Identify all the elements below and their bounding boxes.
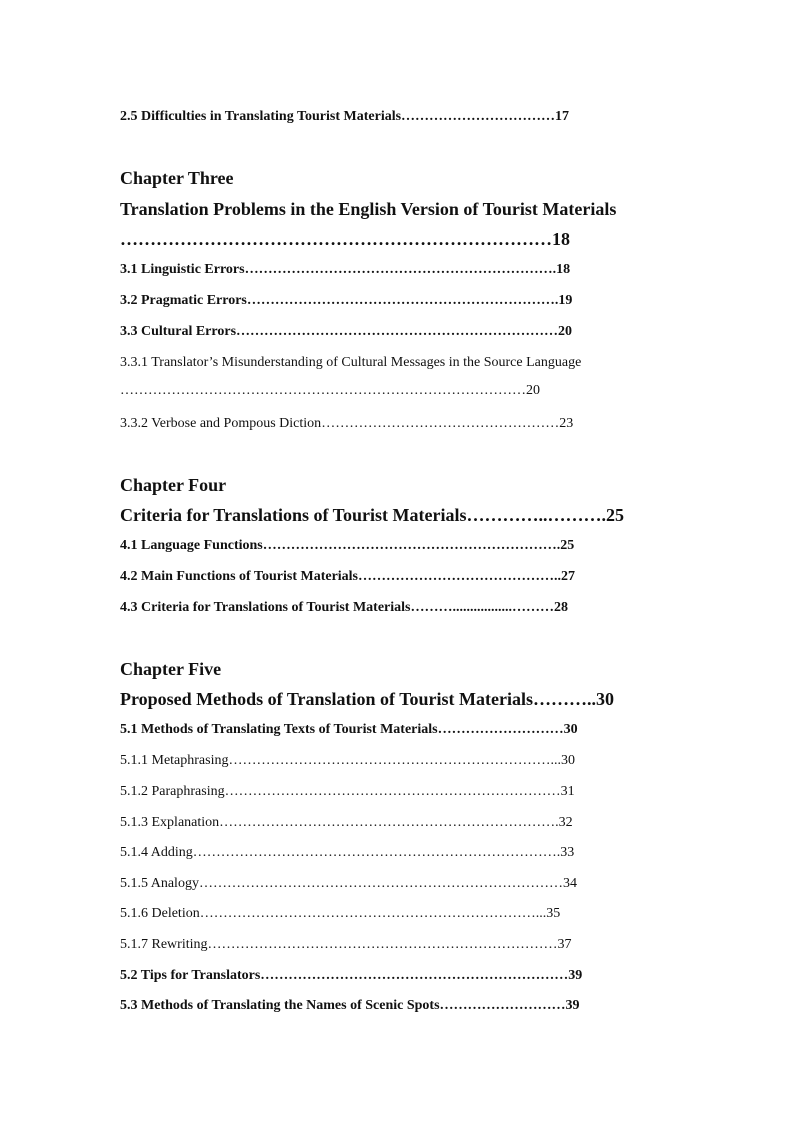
leader-dots: ……………………………………………………………… [224, 784, 561, 799]
toc-entry-3-3[interactable] [120, 324, 572, 340]
leader-dots: …………………………………………… [321, 416, 560, 431]
toc-entry-3-3-1[interactable] [120, 355, 581, 371]
entry-label: 5.1.3 Explanation [120, 815, 220, 830]
leader-dots: …………..………. [466, 505, 606, 525]
entry-label: 3.3.1 Translator’s Misunderstanding of Cultural Messages in the Source Language [120, 355, 582, 370]
leader-dots: ………………………………………………………. [262, 538, 561, 553]
toc-entry-5-1-4[interactable] [120, 845, 574, 861]
toc-entry-3-3-1-page-line[interactable] [120, 383, 540, 399]
page-number: 30 [596, 689, 615, 709]
entry-label: 3.3.2 Verbose and Pompous Diction [120, 416, 322, 431]
leader-dots: ……….................……… [410, 600, 554, 615]
leader-dots: ………………………………………………………… [260, 968, 569, 983]
page-number: 28 [553, 600, 568, 615]
page-number: 23 [559, 416, 574, 431]
entry-label: 5.2 Tips for Translators [120, 968, 261, 983]
chapter-label: Chapter Four [120, 475, 227, 495]
chapter-label: Chapter Five [120, 659, 222, 679]
toc-entry-2-5[interactable] [120, 109, 569, 125]
toc-entry-5-1-5[interactable] [120, 876, 577, 892]
chapter-three-title[interactable] [120, 199, 616, 220]
page-number: 25 [560, 538, 575, 553]
entry-label: 2.5 Difficulties in Translating Tourist Materials [120, 109, 402, 124]
toc-entry-5-1-6[interactable] [120, 906, 560, 922]
toc-entry-5-1-1[interactable] [120, 753, 575, 769]
chapter-title: Proposed Methods of Translation of Tourist Materials [120, 689, 534, 709]
toc-entry-4-3[interactable] [120, 600, 568, 616]
leader-dots: ……………………………………………………………………. [192, 845, 561, 860]
entry-label: 4.1 Language Functions [120, 538, 263, 553]
leader-dots: …………………………………………………………… [236, 324, 559, 339]
entry-label: 5.1.5 Analogy [120, 876, 199, 891]
chapter-five-heading [120, 659, 221, 680]
toc-entry-5-1-2[interactable] [120, 784, 575, 800]
chapter-title: Translation Problems in the English Version of Tourist Materials [120, 199, 617, 219]
leader-dots: ……………………… [437, 722, 564, 737]
toc-entry-3-2[interactable] [120, 293, 572, 309]
leader-dots: ……………………… [439, 998, 566, 1013]
toc-entry-4-1[interactable] [120, 538, 574, 554]
page-number: 33 [560, 845, 575, 860]
entry-label: 5.3 Methods of Translating the Names of Scenic Spots [120, 998, 440, 1013]
page-number: 30 [560, 753, 575, 768]
page-number: 32 [558, 815, 573, 830]
page-number: 30 [563, 722, 578, 737]
entry-label: 5.1.1 Metaphrasing [120, 753, 229, 768]
chapter-label: Chapter Three [120, 168, 234, 188]
toc-entry-5-1-7[interactable] [120, 937, 572, 953]
page-number: 37 [557, 937, 572, 952]
entry-label: 5.1.7 Rewriting [120, 937, 208, 952]
toc-entry-5-3[interactable] [120, 998, 580, 1014]
chapter-four-heading [120, 475, 226, 496]
page-number: 39 [565, 998, 580, 1013]
leader-dots: ……………………………………………………………... [228, 753, 561, 768]
entry-label: 5.1.4 Adding [120, 845, 193, 860]
entry-label: 5.1.2 Paraphrasing [120, 784, 225, 799]
entry-label: 5.1 Methods of Translating Texts of Tourist Materials [120, 722, 438, 737]
chapter-five-title[interactable] [120, 689, 614, 710]
page-number: 17 [555, 109, 570, 124]
leader-dots: …………………………………….. [358, 569, 562, 584]
leader-dots: …………………………………………………………………………… [120, 383, 526, 398]
chapter-four-title[interactable] [120, 505, 624, 526]
leader-dots: ……….. [533, 689, 597, 709]
toc-entry-5-1[interactable] [120, 722, 578, 738]
leader-dots: …………………………………………………………. [246, 293, 559, 308]
page-number: 20 [526, 383, 540, 398]
entry-label: 5.1.6 Deletion [120, 906, 200, 921]
entry-label: 4.3 Criteria for Translations of Tourist Materials [120, 600, 411, 615]
page-number: 18 [556, 262, 571, 277]
page-number: 34 [562, 876, 577, 891]
leader-dots: …………………………………………………………. [244, 262, 557, 277]
page-number: 31 [560, 784, 575, 799]
entry-label: 3.1 Linguistic Errors [120, 262, 245, 277]
leader-dots: ………………………………………………………………… [207, 937, 558, 952]
chapter-three-heading [120, 168, 234, 189]
entry-label: 3.3 Cultural Errors [120, 324, 237, 339]
page-number: 35 [546, 906, 561, 921]
page-number: 18 [552, 229, 570, 249]
page-number: 25 [605, 505, 624, 525]
chapter-title: Criteria for Translations of Tourist Materials [120, 505, 467, 525]
leader-dots: …………………………… [401, 109, 556, 124]
entry-label: 4.2 Main Functions of Tourist Materials [120, 569, 359, 584]
page-number: 27 [561, 569, 576, 584]
page-number: 20 [558, 324, 573, 339]
page-number: 39 [568, 968, 583, 983]
leader-dots: …………………………………………………………………… [198, 876, 563, 891]
leader-dots: ………………………………………………………………... [199, 906, 547, 921]
leader-dots: ……………………………………………………………… [120, 229, 552, 249]
page-number: 19 [558, 293, 573, 308]
toc-entry-3-3-2[interactable] [120, 416, 573, 432]
toc-entry-3-1[interactable] [120, 262, 570, 278]
toc-entry-4-2[interactable] [120, 569, 575, 585]
leader-dots: ………………………………………………………………. [219, 815, 559, 830]
chapter-three-page-line[interactable] [120, 229, 570, 250]
entry-label: 3.2 Pragmatic Errors [120, 293, 247, 308]
toc-entry-5-1-3[interactable] [120, 815, 573, 831]
toc-entry-5-2[interactable] [120, 968, 582, 984]
